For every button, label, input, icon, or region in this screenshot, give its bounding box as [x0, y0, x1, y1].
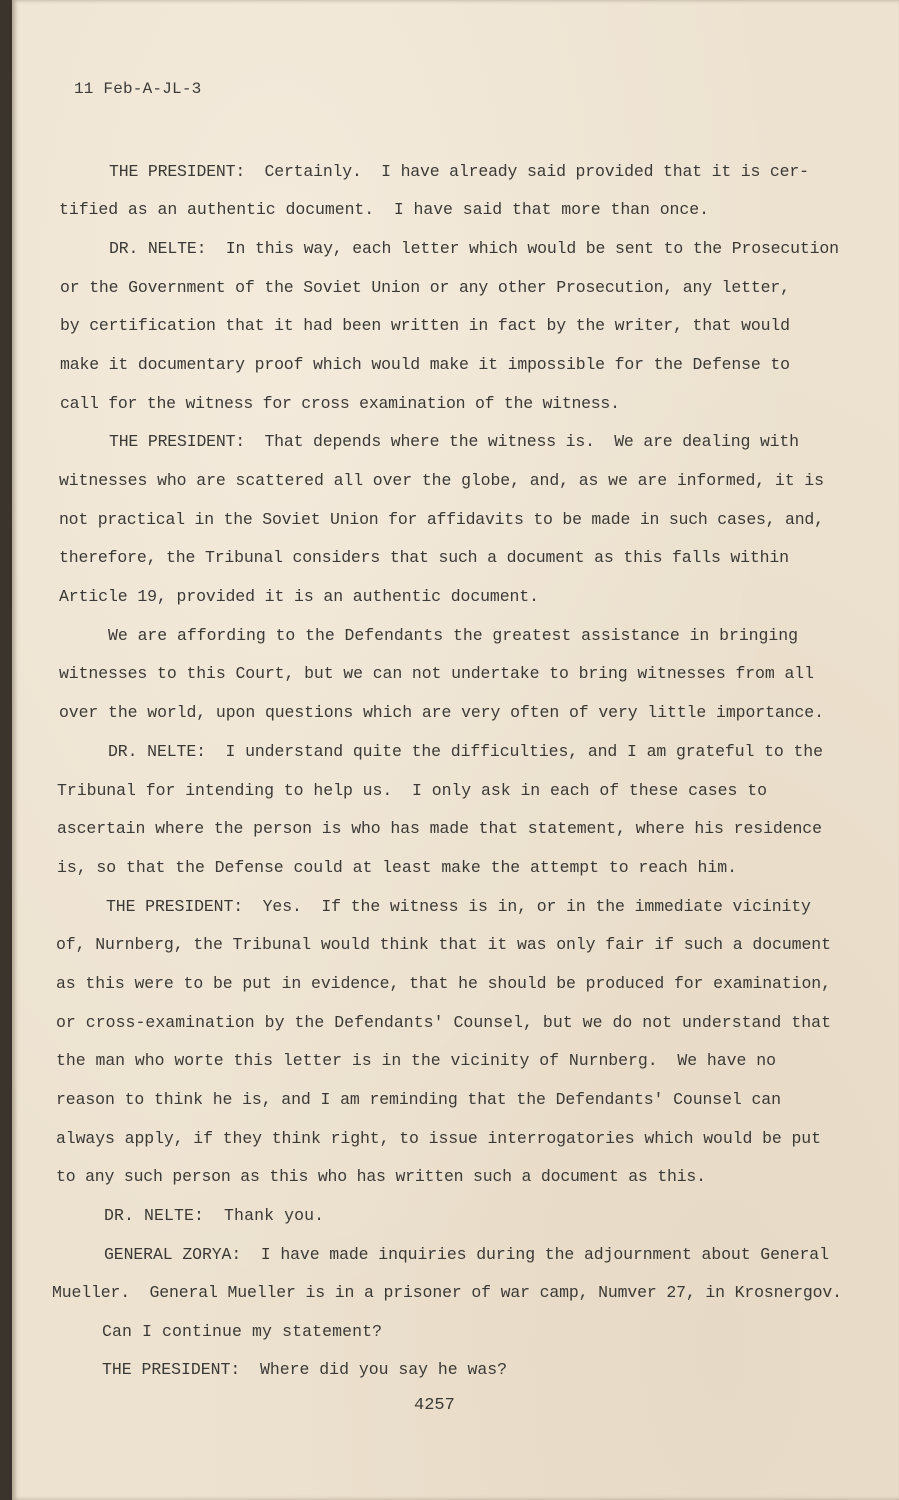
- transcript-line: over the world, upon questions which are very often of very little importance.: [59, 703, 824, 722]
- transcript-line: the man who worte this letter is in the vicinity of Nurnberg. We have no: [56, 1051, 776, 1070]
- transcript-line: not practical in the Soviet Union for affidavits to be made in such cases, and,: [59, 510, 824, 529]
- transcript-line: of, Nurnberg, the Tribunal would think that it was only fair if such a document: [56, 935, 831, 954]
- transcript-line: THE PRESIDENT: Where did you say he was?: [102, 1360, 507, 1379]
- transcript-line: call for the witness for cross examination of the witness.: [60, 394, 620, 413]
- transcript-line: or cross-examination by the Defendants' Counsel, but we do not understand that: [56, 1013, 832, 1032]
- transcript-line: to any such person as this who has written such a document as this.: [56, 1167, 706, 1186]
- transcript-line: by certification that it had been written in fact by the writer, that would: [60, 316, 790, 335]
- transcript-line: THE PRESIDENT: That depends where the witness is. We are dealing with: [109, 432, 799, 451]
- transcript-line: ascertain where the person is who has made that statement, where his residence: [57, 819, 822, 838]
- transcript-line: or the Government of the Soviet Union or any other Prosecution, any letter,: [60, 278, 790, 297]
- transcript-line: witnesses to this Court, but we can not undertake to bring witnesses from all: [59, 664, 814, 683]
- transcript-line: DR. NELTE: In this way, each letter which would be sent to the Prosecution: [109, 239, 839, 258]
- transcript-line: We are affording to the Defendants the greatest assistance in bringing: [108, 626, 798, 645]
- transcript-line: THE PRESIDENT: Yes. If the witness is in, or in the immediate vicinity: [106, 897, 811, 916]
- transcript-line: GENERAL ZORYA: I have made inquiries during the adjournment about General: [104, 1245, 829, 1264]
- transcript-line: therefore, the Tribunal considers that such a document as this falls within: [59, 548, 789, 567]
- transcript-line: witnesses who are scattered all over the globe, and, as we are informed, it is: [59, 471, 824, 490]
- transcript-line: as this were to be put in evidence, that he should be produced for examination,: [56, 974, 831, 993]
- document-page: [12, 0, 899, 1500]
- document-header: 11 Feb-A-JL-3: [74, 80, 202, 98]
- transcript-line: reason to think he is, and I am reminding that the Defendants' Counsel can: [56, 1090, 781, 1109]
- transcript-line: DR. NELTE: Thank you.: [104, 1206, 325, 1225]
- transcript-line: Tribunal for intending to help us. I only ask in each of these cases to: [57, 781, 767, 800]
- transcript-line: always apply, if they think right, to issue interrogatories which would be put: [56, 1129, 821, 1148]
- page-number: 4257: [414, 1396, 455, 1415]
- transcript-line: tified as an authentic document. I have said that more than once.: [59, 200, 709, 219]
- transcript-line: DR. NELTE: I understand quite the difficulties, and I am grateful to the: [108, 742, 823, 761]
- transcript-line: is, so that the Defense could at least make the attempt to reach him.: [57, 858, 737, 877]
- transcript-line: Can I continue my statement?: [102, 1322, 383, 1341]
- transcript-line: Mueller. General Mueller is in a prisoner of war camp, Numver 27, in Krosnergov.: [52, 1283, 842, 1302]
- transcript-line: make it documentary proof which would make it impossible for the Defense to: [60, 355, 790, 374]
- transcript-line: THE PRESIDENT: Certainly. I have already said provided that it is cer-: [109, 162, 809, 181]
- transcript-line: Article 19, provided it is an authentic document.: [59, 587, 539, 606]
